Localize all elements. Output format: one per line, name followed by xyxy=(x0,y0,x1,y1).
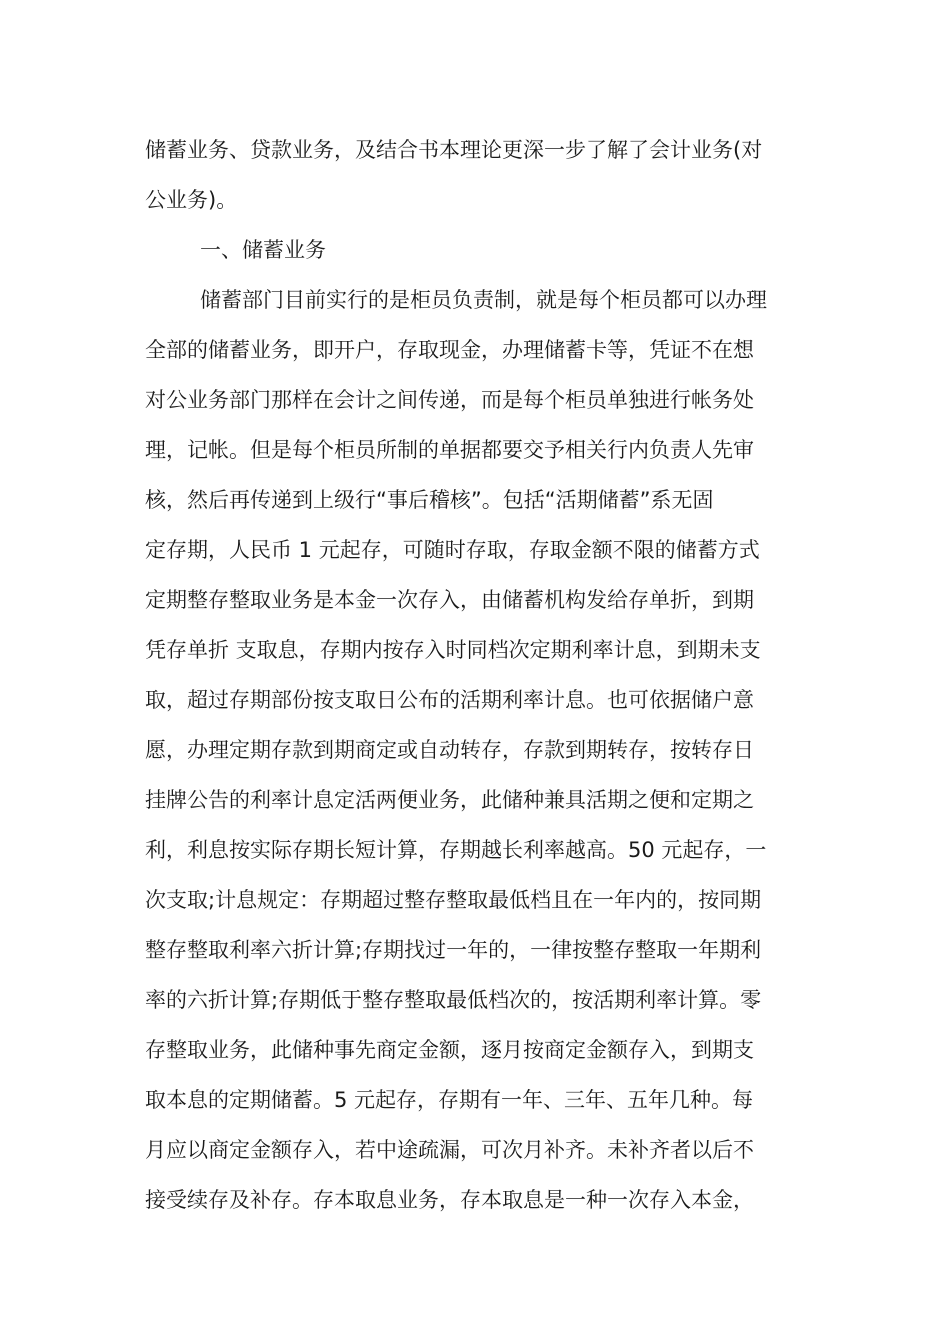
text-line: 整存整取利率六折计算;存期找过一年的，一律按整存整取一年期利 xyxy=(145,938,762,962)
text-line: 凭存单折 支取息，存期内按存入时同档次定期利率计息，到期未支 xyxy=(145,638,761,662)
text-line: 月应以商定金额存入，若中途疏漏，可次月补齐。未补齐者以后不 xyxy=(145,1138,754,1162)
text-line: 挂牌公告的利率计息定活两便业务，此储种兼具活期之便和定期之 xyxy=(145,788,754,812)
text-line: 全部的储蓄业务，即开户，存取现金，办理储蓄卡等，凭证不在想 xyxy=(145,338,754,362)
text-line: 公业务)。 xyxy=(145,188,238,212)
text-line: 对公业务部门那样在会计之间传递，而是每个柜员单独进行帐务处 xyxy=(145,388,754,412)
text-line: 次支取;计息规定：存期超过整存整取最低档且在一年内的，按同期 xyxy=(145,888,762,912)
text-line: 取，超过存期部份按支取日公布的活期利率计息。也可依据储户意 xyxy=(145,688,754,712)
text-line: 储蓄部门目前实行的是柜员负责制，就是每个柜员都可以办理 xyxy=(200,288,767,312)
section-heading: 一、储蓄业务 xyxy=(200,238,326,262)
text-line: 储蓄业务、贷款业务，及结合书本理论更深一步了解了会计业务(对 xyxy=(145,138,763,162)
text-line: 率的六折计算;存期低于整存整取最低档次的，按活期利率计算。零 xyxy=(145,988,762,1012)
text-line: 定存期，人民币 1 元起存，可随时存取，存取金额不限的储蓄方式 xyxy=(145,538,760,562)
text-line: 愿，办理定期存款到期商定或自动转存，存款到期转存，按转存日 xyxy=(145,738,754,762)
text-line: 取本息的定期储蓄。5 元起存，存期有一年、三年、五年几种。每 xyxy=(145,1088,754,1112)
text-line: 存整取业务，此储种事先商定金额，逐月按商定金额存入，到期支 xyxy=(145,1038,754,1062)
text-line: 定期整存整取业务是本金一次存入，由储蓄机构发给存单折，到期 xyxy=(145,588,754,612)
text-line: 理，记帐。但是每个柜员所制的单据都要交予相关行内负责人先审 xyxy=(145,438,754,462)
text-line: 接受续存及补存。存本取息业务，存本取息是一种一次存入本金， xyxy=(145,1188,754,1212)
text-line: 核，然后再传递到上级行“事后稽核”。包括“活期储蓄”系无固 xyxy=(145,488,714,512)
text-line: 利，利息按实际存期长短计算，存期越长利率越高。50 元起存，一 xyxy=(145,838,767,862)
